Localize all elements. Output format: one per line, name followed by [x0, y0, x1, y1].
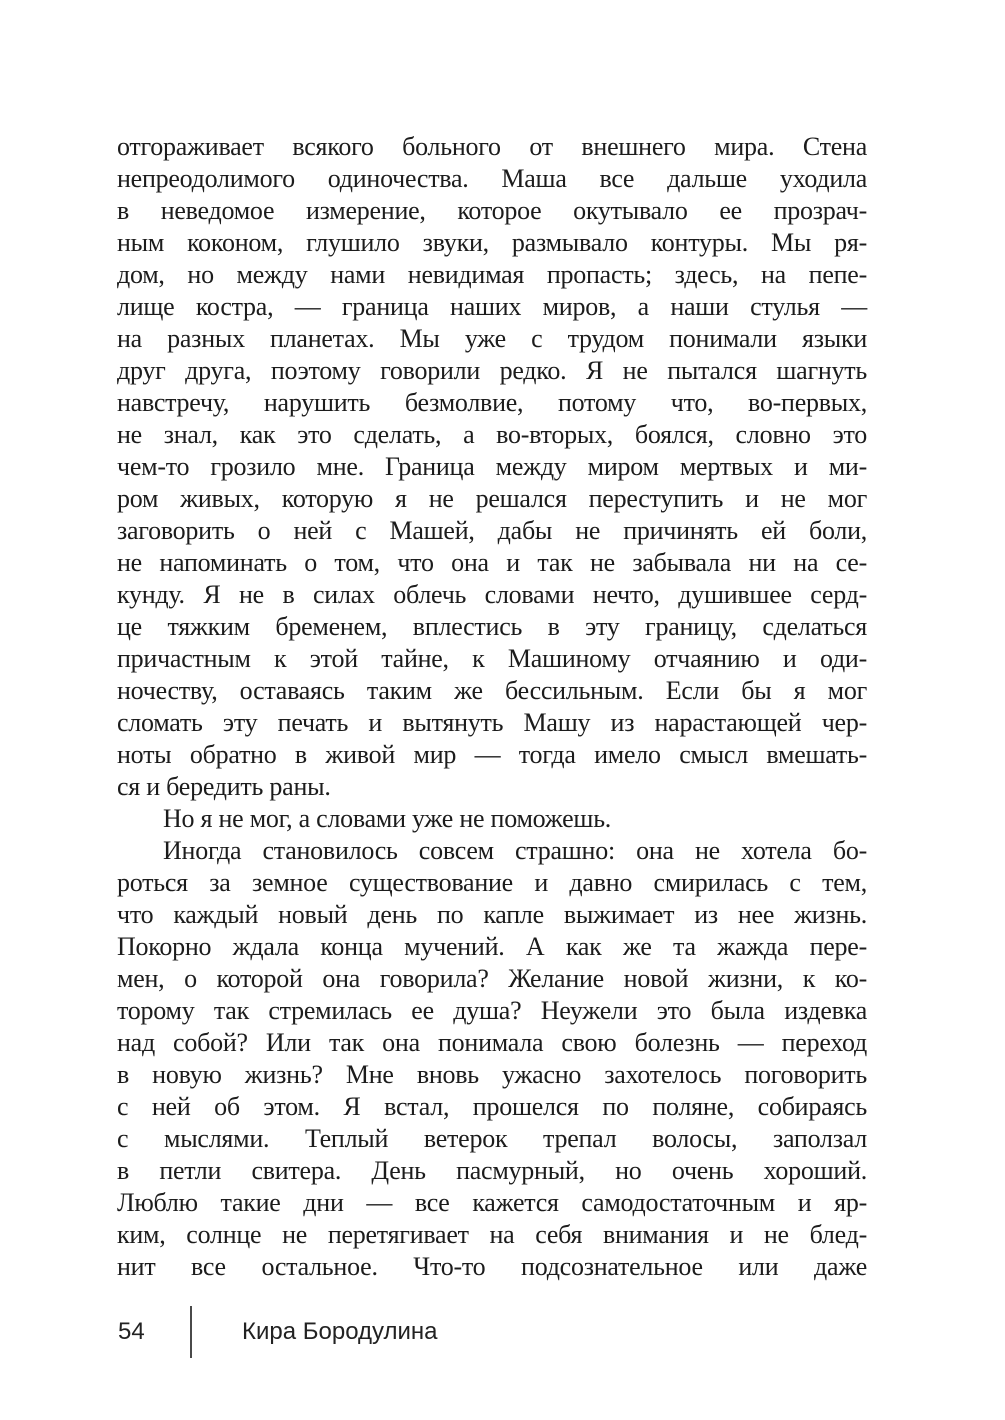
text-line: навстречу, нарушить безмолвие, потому что, во-первых,: [117, 388, 867, 417]
text-line: ноты обратно в живой мир — тогда имело смысл вмешать-: [117, 740, 867, 769]
text-line: дом, но между нами невидимая пропасть; здесь, на пепе-: [117, 260, 867, 289]
author-name: Кира Бородулина: [242, 1318, 438, 1345]
text-line: на разных планетах. Мы уже с трудом понимали языки: [117, 324, 867, 353]
text-line: ром живых, которую я не решался переступить и не мог: [117, 484, 867, 513]
text-line: с мыслями. Теплый ветерок трепал волосы, заползал: [117, 1124, 867, 1153]
text-line: Но я не мог, а словами уже не поможешь.: [163, 804, 612, 833]
footer-divider: [190, 1306, 192, 1358]
text-line: что каждый новый день по капле выжимает из нее жизнь.: [117, 900, 867, 929]
text-line: заговорить о ней с Машей, дабы не причинять ей боли,: [117, 516, 867, 545]
text-line: нит все остальное. Что-то подсознательное или даже: [117, 1252, 867, 1281]
text-line: с ней об этом. Я встал, прошелся по поляне, собираясь: [117, 1092, 867, 1121]
text-line: Покорно ждала конца мучений. А как же та жажда пере-: [117, 932, 867, 961]
text-line: друг друга, поэтому говорили редко. Я не пытался шагнуть: [117, 356, 867, 385]
text-line: це тяжким бременем, вплестись в эту границу, сделаться: [117, 612, 867, 641]
text-line: причастным к этой тайне, к Машиному отчаянию и оди-: [117, 644, 867, 673]
text-line: сломать эту печать и вытянуть Машу из нарастающей чер-: [117, 708, 867, 737]
text-line: Иногда становилось совсем страшно: она не хотела бо-: [163, 836, 867, 865]
text-line: ся и бередить раны.: [117, 772, 331, 801]
text-line: в неведомое измерение, которое окутывало ее прозрач-: [117, 196, 867, 225]
paragraph: [117, 835, 867, 1283]
text-line: ным коконом, глушило звуки, размывало контуры. Мы ря-: [117, 228, 867, 257]
text-line: Люблю такие дни — все кажется самодостаточным и яр-: [117, 1188, 867, 1217]
text-line: непреодолимого одиночества. Маша все дальше уходила: [117, 164, 867, 193]
text-line: не знал, как это сделать, а во-вторых, боялся, словно это: [117, 420, 867, 449]
paragraph: [117, 131, 867, 803]
text-line: отгораживает всякого больного от внешнего мира. Стена: [117, 132, 867, 161]
paragraph: [117, 803, 867, 835]
text-line: чем-то грозило мне. Граница между миром мертвых и ми-: [117, 452, 867, 481]
text-line: над собой? Или так она понимала свою болезнь — переход: [117, 1028, 867, 1057]
text-line: кунду. Я не в силах облечь словами нечто, душившее серд-: [117, 580, 867, 609]
text-line: торому так стремилась ее душа? Неужели это была издевка: [117, 996, 867, 1025]
text-line: ким, солнце не перетягивает на себя внимания и не блед-: [117, 1220, 867, 1249]
text-line: в петли свитера. День пасмурный, но очень хороший.: [117, 1156, 867, 1185]
body-text: [117, 131, 867, 1283]
text-line: не напоминать о том, что она и так не забывала ни на се-: [117, 548, 867, 577]
page-number: 54: [118, 1318, 145, 1345]
text-line: ночеству, оставаясь таким же бессильным. Если бы я мог: [117, 676, 867, 705]
text-line: роться за земное существование и давно смирилась с тем,: [117, 868, 867, 897]
text-line: в новую жизнь? Мне вновь ужасно захотелось поговорить: [117, 1060, 867, 1089]
text-line: мен, о которой она говорила? Желание новой жизни, к ко-: [117, 964, 867, 993]
text-line: лище костра, — граница наших миров, а наши стулья —: [117, 292, 867, 321]
